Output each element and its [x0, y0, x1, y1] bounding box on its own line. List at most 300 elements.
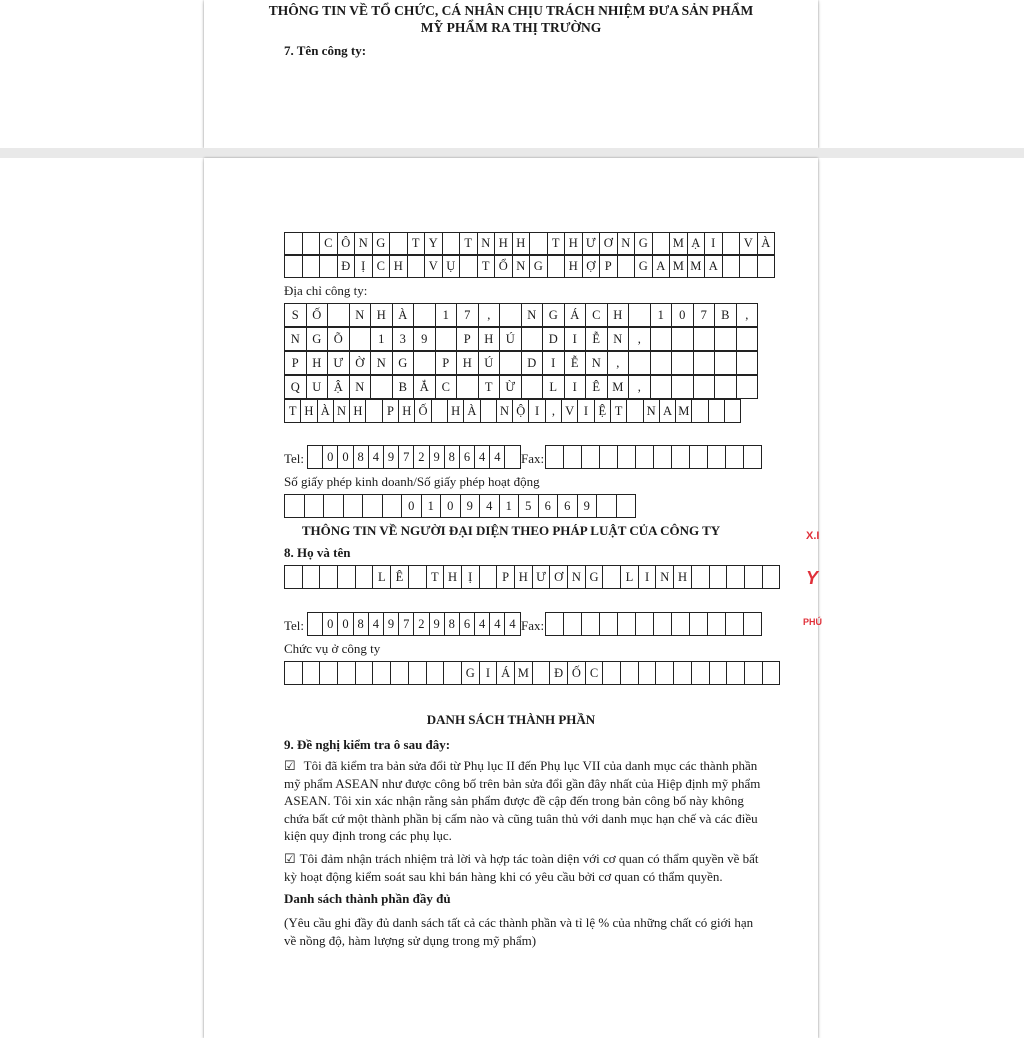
form-cell: 9 — [578, 494, 598, 518]
form-cell — [443, 232, 461, 255]
license-number-field — [284, 494, 636, 518]
form-cell — [285, 565, 303, 589]
form-cell: Ố — [568, 661, 586, 685]
form-cell: M — [676, 399, 692, 423]
form-cell: 6 — [558, 494, 578, 518]
form-cell: S — [285, 303, 307, 327]
form-cell: Ễ — [565, 351, 587, 375]
form-cell — [737, 327, 759, 351]
form-cell: 4 — [369, 612, 384, 636]
form-cell — [409, 565, 427, 589]
form-cell — [763, 565, 781, 589]
form-cell — [692, 399, 708, 423]
ingredient-note-line: về nồng độ, hàm lượng sử dụng trong mỹ phẩm) — [284, 932, 537, 948]
form-cell: T — [460, 232, 478, 255]
form-cell: 0 — [402, 494, 422, 518]
form-cell — [530, 232, 548, 255]
form-cell — [308, 445, 323, 469]
form-cell: M — [670, 232, 688, 255]
form-cell — [737, 375, 759, 399]
position-label: Chức vụ ở công ty — [284, 641, 381, 656]
form-cell: Ư — [328, 351, 350, 375]
form-cell — [653, 232, 671, 255]
form-cell — [674, 661, 692, 685]
form-cell: N — [644, 399, 660, 423]
form-cell: 7 — [399, 445, 414, 469]
form-cell — [651, 327, 673, 351]
form-cell — [603, 565, 621, 589]
form-cell — [338, 661, 356, 685]
company-address-label: Địa chỉ công ty: — [284, 283, 368, 298]
form-cell — [694, 327, 716, 351]
form-cell: À — [464, 399, 480, 423]
form-cell: 1 — [436, 303, 458, 327]
form-cell: N — [618, 232, 636, 255]
ingredient-note — [284, 914, 784, 949]
form-cell: , — [629, 327, 651, 351]
form-cell — [725, 399, 741, 423]
form-cell — [745, 661, 763, 685]
form-cell: N — [656, 565, 674, 589]
form-cell: Ư — [583, 232, 601, 255]
form-cell: N — [608, 327, 630, 351]
form-cell: 4 — [490, 445, 505, 469]
form-cell: Ậ — [328, 375, 350, 399]
form-cell: 4 — [480, 494, 500, 518]
form-cell — [715, 375, 737, 399]
form-cell — [320, 255, 338, 278]
company-tel-label: Tel: — [284, 451, 305, 466]
form-cell: 8 — [354, 612, 369, 636]
form-cell — [383, 494, 403, 518]
form-cell: I — [565, 375, 587, 399]
form-cell — [715, 351, 737, 375]
form-cell: 4 — [475, 612, 490, 636]
form-cell: Ố — [307, 303, 329, 327]
form-cell: 7 — [694, 303, 716, 327]
form-cell — [338, 565, 356, 589]
form-cell: Y — [425, 232, 443, 255]
form-cell: 6 — [460, 612, 475, 636]
form-cell: 0 — [441, 494, 461, 518]
form-cell — [356, 661, 374, 685]
form-cell: 4 — [490, 612, 505, 636]
form-cell: Ệ — [595, 399, 611, 423]
declaration-2-line: kỳ hoạt động kiểm soát sau khi bán hàng khi có yêu cầu bởi cơ quan có thẩm quyền. — [284, 868, 723, 884]
form-cell: L — [621, 565, 639, 589]
representative-tel-field — [307, 612, 521, 636]
section-title-line2: MỸ PHẨM RA THỊ TRƯỜNG — [420, 20, 602, 35]
form-cell: I — [639, 565, 657, 589]
form-cell — [744, 612, 762, 636]
form-cell — [427, 661, 445, 685]
form-cell: T — [427, 565, 445, 589]
form-cell — [627, 399, 643, 423]
form-cell — [303, 255, 321, 278]
form-cell — [618, 612, 636, 636]
form-cell: H — [448, 399, 464, 423]
form-cell — [505, 445, 520, 469]
form-cell: 2 — [414, 445, 429, 469]
form-cell — [328, 303, 350, 327]
form-cell — [303, 232, 321, 255]
address-row-4 — [284, 375, 758, 399]
form-cell: C — [436, 375, 458, 399]
form-cell — [600, 612, 618, 636]
representative-name-label: 8. Họ và tên — [284, 545, 351, 560]
form-cell — [285, 494, 305, 518]
form-cell: , — [737, 303, 759, 327]
form-cell — [308, 612, 323, 636]
form-cell: 1 — [500, 494, 520, 518]
form-cell — [500, 303, 522, 327]
form-cell — [690, 445, 708, 469]
form-cell: Ú — [479, 351, 501, 375]
form-cell: , — [479, 303, 501, 327]
form-cell: N — [522, 303, 544, 327]
form-cell: Đ — [550, 661, 568, 685]
form-cell: 7 — [457, 303, 479, 327]
full-ingredient-list-label: Danh sách thành phần đầy đủ — [284, 891, 451, 906]
form-cell: Ị — [355, 255, 373, 278]
form-cell — [603, 661, 621, 685]
form-cell — [709, 399, 725, 423]
form-cell: A — [705, 255, 723, 278]
form-cell: 8 — [445, 445, 460, 469]
form-cell — [285, 255, 303, 278]
form-cell: 7 — [399, 612, 414, 636]
form-cell: 8 — [445, 612, 460, 636]
form-cell: A — [653, 255, 671, 278]
form-cell: M — [608, 375, 630, 399]
form-cell: T — [285, 399, 301, 423]
form-cell: P — [497, 565, 515, 589]
form-cell: Q — [285, 375, 307, 399]
form-cell — [758, 255, 776, 278]
form-cell: 0 — [338, 445, 353, 469]
form-cell — [639, 661, 657, 685]
form-cell: L — [543, 375, 565, 399]
form-cell: C — [586, 661, 604, 685]
form-cell: T — [478, 255, 496, 278]
declaration-1-line: ASEAN. Tôi xin xác nhận rằng sản phẩm được đề cập đến trong bản công bố này không — [284, 793, 744, 809]
form-cell: N — [355, 232, 373, 255]
form-cell: U — [307, 375, 329, 399]
form-cell: P — [457, 327, 479, 351]
form-cell: G — [530, 255, 548, 278]
form-cell: Ắ — [414, 375, 436, 399]
form-cell — [740, 255, 758, 278]
form-cell: Õ — [328, 327, 350, 351]
form-cell — [710, 565, 728, 589]
form-cell — [715, 327, 737, 351]
form-cell — [672, 375, 694, 399]
form-cell: 0 — [323, 612, 338, 636]
form-cell — [763, 661, 781, 685]
form-cell — [522, 375, 544, 399]
ingredients-section-title: DANH SÁCH THÀNH PHẦN — [426, 712, 596, 727]
form-cell: 4 — [475, 445, 490, 469]
form-cell: H — [515, 565, 533, 589]
form-cell — [303, 565, 321, 589]
form-cell — [708, 445, 726, 469]
form-cell: G — [393, 351, 415, 375]
form-cell: G — [635, 232, 653, 255]
form-cell: T — [479, 375, 501, 399]
form-cell: L — [373, 565, 391, 589]
form-cell: N — [350, 375, 372, 399]
form-cell: H — [444, 565, 462, 589]
form-cell: C — [320, 232, 338, 255]
form-cell — [409, 661, 427, 685]
ingredient-note-line: (Yêu cầu ghi đầy đủ danh sách tất cả các thành phần và tỉ lệ % của những chất có giới hạn — [284, 915, 754, 930]
form-cell: N — [371, 351, 393, 375]
form-cell: P — [436, 351, 458, 375]
form-cell: 9 — [414, 327, 436, 351]
form-cell: 0 — [323, 445, 338, 469]
form-cell: G — [462, 661, 480, 685]
form-cell — [727, 661, 745, 685]
form-cell — [672, 445, 690, 469]
company-name-row-2 — [284, 255, 775, 278]
checkbox-checked-icon[interactable]: ☑ — [284, 851, 296, 866]
form-cell: H — [479, 327, 501, 351]
form-cell: H — [457, 351, 479, 375]
form-cell: N — [350, 303, 372, 327]
form-cell: 1 — [651, 303, 673, 327]
form-cell — [694, 351, 716, 375]
form-cell: H — [565, 232, 583, 255]
form-cell: N — [568, 565, 586, 589]
form-cell — [726, 445, 744, 469]
form-cell — [690, 612, 708, 636]
form-cell — [414, 351, 436, 375]
representative-tel-label: Tel: — [284, 618, 305, 633]
declaration-2-line: ☑ Tôi đảm nhận trách nhiệm trả lời và hợp tác toàn diện với cơ quan có thẩm quyền về bất — [284, 851, 759, 866]
form-cell: À — [318, 399, 334, 423]
form-cell: 1 — [371, 327, 393, 351]
form-cell: T — [408, 232, 426, 255]
form-cell — [371, 375, 393, 399]
form-cell: P — [383, 399, 399, 423]
form-cell — [320, 661, 338, 685]
form-cell: H — [674, 565, 692, 589]
form-cell: Đ — [338, 255, 356, 278]
representative-fax-field — [545, 612, 762, 636]
form-cell — [350, 327, 372, 351]
declaration-1-line: chứa bất cứ một thành phần bị cấm nào và cũng tuân thủ với danh mục hạn chế và các điều — [284, 810, 758, 826]
form-cell: V — [740, 232, 758, 255]
form-cell — [373, 661, 391, 685]
form-cell: , — [546, 399, 562, 423]
form-cell — [621, 661, 639, 685]
form-cell: 9 — [384, 445, 399, 469]
form-cell: 3 — [393, 327, 415, 351]
form-cell — [533, 661, 551, 685]
form-cell — [726, 612, 744, 636]
form-cell — [597, 494, 617, 518]
form-cell: Ừ — [500, 375, 522, 399]
form-cell: G — [635, 255, 653, 278]
form-cell — [480, 565, 498, 589]
form-cell: A — [660, 399, 676, 423]
representative-section-title: THÔNG TIN VỀ NGƯỜI ĐẠI DIỆN THEO PHÁP LUẬT CỦA CÔNG TY — [301, 523, 721, 538]
form-cell — [654, 612, 672, 636]
form-cell: N — [497, 399, 513, 423]
form-cell: À — [758, 232, 776, 255]
form-cell — [727, 565, 745, 589]
form-cell: N — [334, 399, 350, 423]
form-cell: , — [608, 351, 630, 375]
form-cell — [600, 445, 618, 469]
form-cell — [582, 612, 600, 636]
address-row-3 — [284, 351, 758, 375]
company-fax-field — [545, 445, 762, 469]
form-cell — [564, 612, 582, 636]
form-cell: I — [480, 661, 498, 685]
form-cell: G — [373, 232, 391, 255]
form-cell — [672, 327, 694, 351]
form-cell: À — [393, 303, 415, 327]
form-cell: I — [565, 327, 587, 351]
form-cell — [708, 612, 726, 636]
declaration-2 — [284, 850, 774, 885]
form-cell: I — [705, 232, 723, 255]
form-cell — [457, 375, 479, 399]
form-cell: 5 — [519, 494, 539, 518]
form-cell: V — [425, 255, 443, 278]
declaration-1-line: kiện quy định trong các phụ lục. — [284, 828, 452, 844]
form-cell — [324, 494, 344, 518]
form-cell — [617, 494, 637, 518]
form-cell — [285, 661, 303, 685]
form-cell: 6 — [460, 445, 475, 469]
company-tel-field — [307, 445, 521, 469]
form-cell: Ổ — [495, 255, 513, 278]
form-cell — [629, 351, 651, 375]
form-cell — [636, 612, 654, 636]
form-cell: H — [307, 351, 329, 375]
form-cell — [522, 327, 544, 351]
form-cell: 9 — [430, 445, 445, 469]
form-cell — [444, 661, 462, 685]
form-cell — [692, 565, 710, 589]
representative-fax-label: Fax: — [521, 618, 545, 633]
form-cell: , — [629, 375, 651, 399]
form-cell: G — [543, 303, 565, 327]
form-cell — [363, 494, 383, 518]
form-cell — [737, 351, 759, 375]
form-cell — [692, 661, 710, 685]
form-cell — [636, 445, 654, 469]
page-gap — [0, 148, 1024, 158]
form-cell — [651, 351, 673, 375]
form-cell — [618, 445, 636, 469]
form-cell: M — [515, 661, 533, 685]
form-cell: Ơ — [550, 565, 568, 589]
form-cell — [481, 399, 497, 423]
form-cell: H — [513, 232, 531, 255]
form-cell — [320, 565, 338, 589]
form-cell — [408, 255, 426, 278]
form-cell: H — [390, 255, 408, 278]
form-cell: 9 — [430, 612, 445, 636]
form-cell: V — [562, 399, 578, 423]
form-cell — [656, 661, 674, 685]
form-cell: P — [285, 351, 307, 375]
form-cell — [582, 445, 600, 469]
form-cell — [744, 445, 762, 469]
form-cell — [305, 494, 325, 518]
form-cell: 8 — [354, 445, 369, 469]
form-cell — [390, 232, 408, 255]
form-cell: 4 — [369, 445, 384, 469]
declaration-1-line: mỹ phẩm ASEAN như được công bố trên bản sửa đổi gần đây nhất của Hiệp định mỹ phẩm — [284, 775, 761, 791]
form-cell: Ộ — [513, 399, 529, 423]
form-cell: Ê — [586, 375, 608, 399]
form-cell: N — [586, 351, 608, 375]
form-cell — [546, 445, 564, 469]
form-cell — [745, 565, 763, 589]
form-cell — [694, 375, 716, 399]
form-cell: Á — [565, 303, 587, 327]
stamp-fragment-top: X.I — [806, 530, 820, 542]
license-label: Số giấy phép kinh doanh/Số giấy phép hoạt động — [284, 474, 540, 489]
form-cell: Ợ — [583, 255, 601, 278]
form-cell: D — [522, 351, 544, 375]
form-cell: Ư — [533, 565, 551, 589]
company-fax-label: Fax: — [521, 451, 545, 466]
form-cell: 9 — [461, 494, 481, 518]
form-cell — [414, 303, 436, 327]
form-cell: H — [371, 303, 393, 327]
form-cell: B — [715, 303, 737, 327]
form-cell: Ờ — [350, 351, 372, 375]
form-cell — [500, 351, 522, 375]
form-cell — [723, 232, 741, 255]
form-cell: M — [688, 255, 706, 278]
form-cell — [432, 399, 448, 423]
form-cell: N — [285, 327, 307, 351]
form-cell: 4 — [505, 612, 520, 636]
form-cell — [285, 232, 303, 255]
company-name-label: 7. Tên công ty: — [284, 43, 367, 58]
form-cell: H — [301, 399, 317, 423]
form-cell — [548, 255, 566, 278]
form-cell: I — [578, 399, 594, 423]
form-cell — [651, 375, 673, 399]
form-cell: Ễ — [586, 327, 608, 351]
form-cell: C — [586, 303, 608, 327]
form-cell: 0 — [672, 303, 694, 327]
form-cell — [564, 445, 582, 469]
form-cell — [366, 399, 382, 423]
form-cell: Ố — [415, 399, 431, 423]
form-cell — [344, 494, 364, 518]
form-cell: 0 — [338, 612, 353, 636]
company-name-row-1 — [284, 232, 775, 255]
checkbox-checked-icon[interactable]: ☑ — [284, 758, 296, 773]
declaration-1-line: ☑ Tôi đã kiểm tra bản sửa đổi từ Phụ lục II đến Phụ lục VII của danh mục các thành phần — [284, 758, 758, 773]
check-instruction-label: 9. Đề nghị kiểm tra ô sau đây: — [284, 737, 451, 752]
form-cell: Ê — [391, 565, 409, 589]
form-cell: Ô — [338, 232, 356, 255]
form-cell: N — [513, 255, 531, 278]
form-cell: T — [548, 232, 566, 255]
form-cell: 9 — [384, 612, 399, 636]
form-cell: Ị — [462, 565, 480, 589]
form-cell: I — [543, 351, 565, 375]
